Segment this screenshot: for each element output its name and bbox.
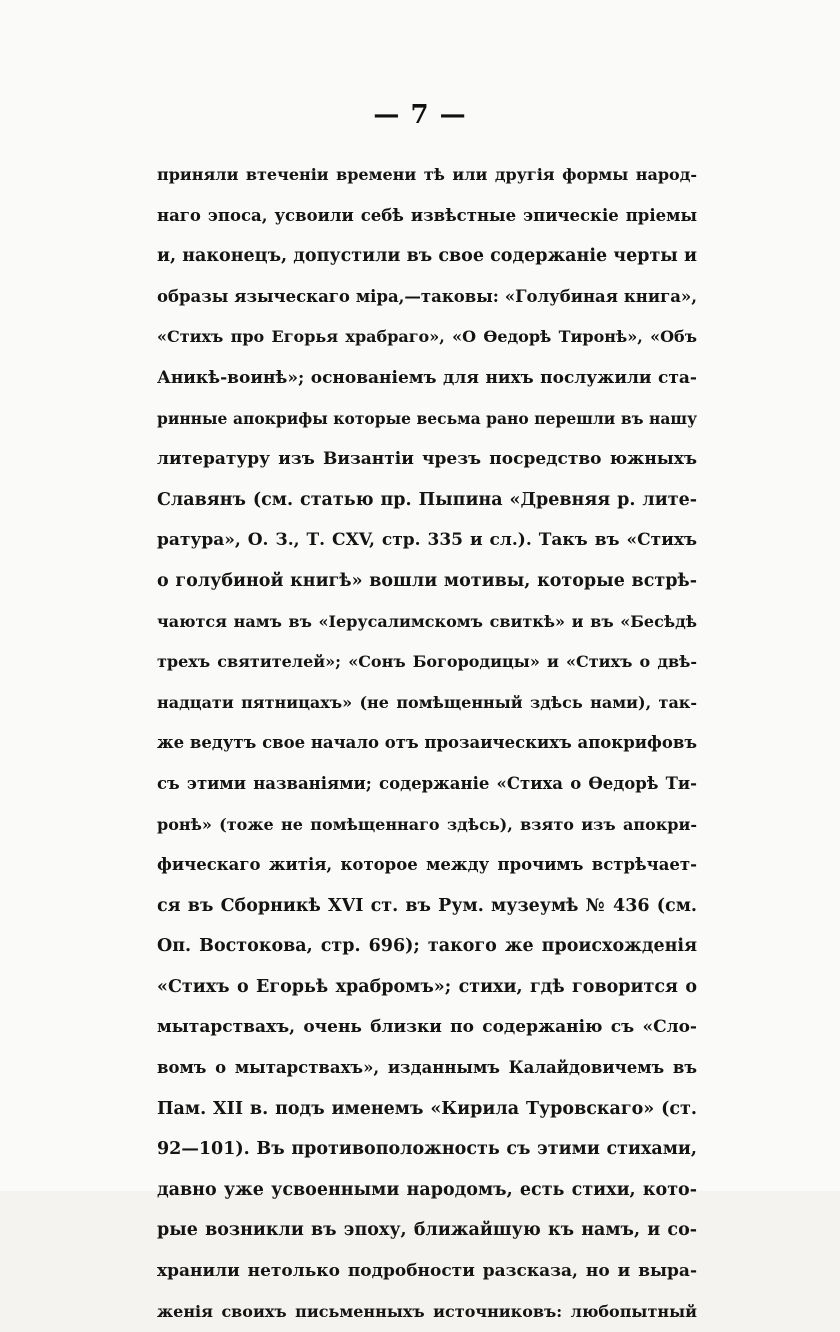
- text-line: приняли втеченіи времени тѣ или другія формы народ-: [157, 165, 697, 184]
- text-line: ронѣ» (тоже не помѣщеннаго здѣсь), взято изъ апокри-: [157, 814, 697, 834]
- page-number: — 7 —: [373, 100, 467, 130]
- text-line: мытарствахъ, очень близки по содержанію съ «Сло-: [157, 1017, 697, 1038]
- text-line: «Стихъ о Егорьѣ храбромъ»; стихи, гдѣ говорится о: [157, 976, 697, 997]
- text-line: и, наконецъ, допустили въ свое содержаніе черты и: [157, 246, 697, 267]
- text-line: Славянъ (см. статью пр. Пыпина «Древняя р. литe-: [157, 489, 697, 510]
- text-line: давно уже усвоенными народомъ, есть стихи, кото-: [157, 1179, 697, 1200]
- text-line: женія своихъ письменныхъ источниковъ: любопытный: [157, 1301, 697, 1321]
- text-line: вомъ о мытарствахъ», изданнымъ Калайдовичемъ въ: [157, 1058, 697, 1078]
- text-line: фическаго житія, которое между прочимъ встрѣчает-: [157, 855, 697, 875]
- text-line: Аникѣ-воинѣ»; основаніемъ для нихъ послужили ста-: [157, 367, 697, 388]
- text-line: Оп. Востокова, стр. 696); такого же происхожденія: [157, 936, 697, 957]
- text-line: же ведутъ свое начало отъ прозаическихъ апокрифовъ: [157, 733, 697, 753]
- text-line: ся въ Сборникѣ XVI ст. въ Рум. музеумѣ № 436 (см.: [157, 895, 697, 916]
- text-line: рые возникли въ эпоху, ближайшую къ намъ, и со-: [157, 1220, 697, 1241]
- text-line: о голубиной книгѣ» вошли мотивы, которые встрѣ-: [157, 570, 697, 591]
- text-line: образы языческаго міра,—таковы: «Голубиная книга»,: [157, 286, 697, 306]
- text-line: 92—101). Въ противоположность съ этими стихами,: [157, 1139, 697, 1160]
- text-line: наго эпоса, усвоили себѣ извѣстные эпическіе пріемы: [157, 205, 697, 225]
- text-line: «Стихъ про Егорья храбраго», «О Ѳедорѣ Тиронѣ», «Объ: [157, 327, 697, 347]
- text-line: Пам. XII в. подъ именемъ «Кирила Туровскаго» (ст.: [157, 1098, 697, 1119]
- text-line: литературу изъ Византіи чрезъ посредство южныхъ: [157, 449, 697, 470]
- body-text: [157, 155, 697, 1332]
- text-line: надцати пятницахъ» (не помѣщенный здѣсь нами), так-: [157, 692, 697, 712]
- text-line: ратура», О. З., Т. CXV, стр. 335 и сл.). Такъ въ «Стихъ: [157, 530, 697, 551]
- text-line: трехъ святителей»; «Сонъ Богородицы» и «Стихъ о двѣ-: [157, 652, 697, 672]
- text-line: съ этими названіями; содержаніе «Стиха о Ѳедорѣ Ти-: [157, 773, 697, 793]
- text-line: чаются намъ въ «Іерусалимскомъ свиткѣ» и въ «Бесѣдѣ: [157, 611, 697, 631]
- text-line: ринные апокрифы которые весьма рано перешли въ нашу: [157, 408, 697, 428]
- text-line: хранили нетолько подробности разсказа, но и выра-: [157, 1261, 697, 1282]
